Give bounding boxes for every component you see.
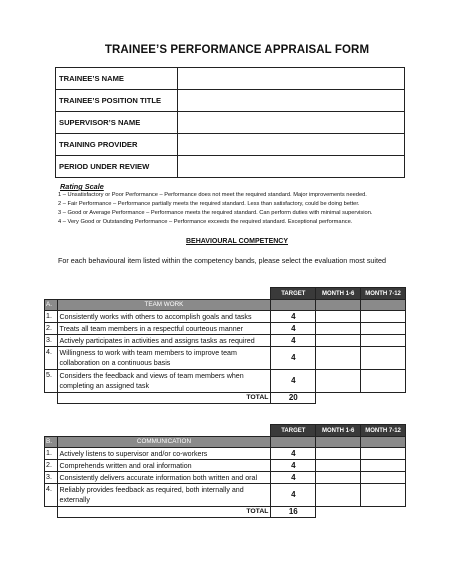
month-7-12-rating-cell[interactable] (361, 472, 406, 484)
item-target: 4 (271, 347, 316, 370)
total-spacer (45, 393, 58, 404)
table-row (45, 448, 406, 460)
month-1-6-rating-cell[interactable] (316, 335, 361, 347)
item-description: Consistently works with others to accomplish goals and tasks (57, 311, 271, 323)
item-number: 2. (45, 460, 58, 472)
item-description: Comprehends written and oral information (57, 460, 271, 472)
header-spacer (45, 288, 271, 300)
month-7-12-rating-cell[interactable] (361, 370, 406, 393)
item-description: Willingness to work with team members to improve team collaboration on a continuous basis (57, 347, 271, 370)
item-target: 4 (271, 323, 316, 335)
total-spacer (361, 507, 406, 518)
trainee-info-table (55, 67, 405, 178)
total-value: 16 (271, 507, 316, 518)
item-target: 4 (271, 484, 316, 507)
month-1-6-rating-cell[interactable] (316, 460, 361, 472)
column-header-row (45, 425, 406, 437)
target-column-header: TARGET (271, 288, 316, 300)
total-spacer (316, 507, 361, 518)
section-header-row (45, 437, 406, 448)
rating-scale-item-4: 4 – Very Good or Outstanding Performance – Performance exceeds the required standard. Exceptional performance. (58, 219, 353, 225)
review-period-field[interactable] (178, 156, 405, 178)
form-title: TRAINEE’S PERFORMANCE APPRAISAL FORM (104, 44, 370, 56)
section-header-cell (271, 300, 316, 311)
item-number: 3. (45, 335, 58, 347)
training-provider-label: TRAINING PROVIDER (56, 134, 178, 156)
total-spacer (316, 393, 361, 404)
total-value: 20 (271, 393, 316, 404)
total-row (45, 507, 406, 518)
section-name: TEAM WORK (57, 300, 271, 311)
info-row (56, 68, 405, 90)
competency-heading: BEHAVIOURAL COMPETENCY (185, 238, 289, 245)
item-number: 4. (45, 484, 58, 507)
total-label: TOTAL (57, 393, 271, 404)
month-1-6-column-header: MONTH 1-6 (316, 425, 361, 437)
month-1-6-rating-cell[interactable] (316, 484, 361, 507)
section-letter: A. (45, 300, 58, 311)
trainee-name-label: TRAINEE’S NAME (56, 68, 178, 90)
section-header-cell (361, 300, 406, 311)
month-7-12-column-header: MONTH 7-12 (361, 425, 406, 437)
month-1-6-rating-cell[interactable] (316, 370, 361, 393)
rating-scale-title: Rating Scale (60, 182, 104, 191)
position-title-field[interactable] (178, 90, 405, 112)
month-1-6-rating-cell[interactable] (316, 448, 361, 460)
item-target: 4 (271, 335, 316, 347)
header-spacer (45, 425, 271, 437)
item-number: 4. (45, 347, 58, 370)
section-header-cell (316, 300, 361, 311)
supervisor-name-label: SUPERVISOR’S NAME (56, 112, 178, 134)
item-target: 4 (271, 460, 316, 472)
month-1-6-column-header: MONTH 1-6 (316, 288, 361, 300)
info-row (56, 112, 405, 134)
item-description: Treats all team members in a respectful courteous manner (57, 323, 271, 335)
item-description: Reliably provides feedback as required, both internally and externally (57, 484, 271, 507)
item-number: 5. (45, 370, 58, 393)
item-target: 4 (271, 311, 316, 323)
month-7-12-rating-cell[interactable] (361, 311, 406, 323)
table-row (45, 460, 406, 472)
section-header-cell (361, 437, 406, 448)
month-7-12-column-header: MONTH 7-12 (361, 288, 406, 300)
item-target: 4 (271, 448, 316, 460)
total-spacer (45, 507, 58, 518)
table-row (45, 323, 406, 335)
item-description: Consistently delivers accurate information both written and oral (57, 472, 271, 484)
total-row (45, 393, 406, 404)
target-column-header: TARGET (271, 425, 316, 437)
rating-scale-item-1: 1 – Unsatisfactory or Poor Performance – Performance does not meet the required standard. Major improvements needed. (58, 192, 367, 198)
item-number: 1. (45, 311, 58, 323)
total-spacer (361, 393, 406, 404)
month-1-6-rating-cell[interactable] (316, 347, 361, 370)
month-7-12-rating-cell[interactable] (361, 460, 406, 472)
item-target: 4 (271, 472, 316, 484)
info-row (56, 134, 405, 156)
table-row (45, 311, 406, 323)
review-period-label: PERIOD UNDER REVIEW (56, 156, 178, 178)
month-7-12-rating-cell[interactable] (361, 335, 406, 347)
position-title-label: TRAINEE’S POSITION TITLE (56, 90, 178, 112)
table-row (45, 484, 406, 507)
item-description: Actively listens to supervisor and/or co-workers (57, 448, 271, 460)
info-row (56, 156, 405, 178)
table-row (45, 335, 406, 347)
item-number: 2. (45, 323, 58, 335)
training-provider-field[interactable] (178, 134, 405, 156)
rating-scale-item-2: 2 – Fair Performance – Performance partially meets the required standard. Less than satisfactory, could be doing better. (58, 201, 360, 207)
item-description: Considers the feedback and views of team members when completing an assigned task (57, 370, 271, 393)
table-row (45, 347, 406, 370)
month-7-12-rating-cell[interactable] (361, 484, 406, 507)
rating-scale-item-3: 3 – Good or Average Performance – Performance meets the required standard. Can perform duties with minimal supervision. (58, 210, 373, 216)
total-label: TOTAL (57, 507, 271, 518)
month-7-12-rating-cell[interactable] (361, 448, 406, 460)
item-description: Actively participates in activities and assigns tasks as required (57, 335, 271, 347)
item-number: 1. (45, 448, 58, 460)
month-1-6-rating-cell[interactable] (316, 472, 361, 484)
section-letter: B. (45, 437, 58, 448)
section-name: COMMUNICATION (57, 437, 271, 448)
table-row (45, 472, 406, 484)
month-1-6-rating-cell[interactable] (316, 311, 361, 323)
section-header-row (45, 300, 406, 311)
competency-instructions: For each behavioural item listed within the competency bands, please select the evaluation most suited (58, 256, 387, 265)
item-target: 4 (271, 370, 316, 393)
month-7-12-rating-cell[interactable] (361, 347, 406, 370)
month-1-6-rating-cell[interactable] (316, 323, 361, 335)
team-work-table (44, 287, 406, 404)
communication-table (44, 424, 406, 518)
table-row (45, 370, 406, 393)
month-7-12-rating-cell[interactable] (361, 323, 406, 335)
section-header-cell (316, 437, 361, 448)
info-row (56, 90, 405, 112)
item-number: 3. (45, 472, 58, 484)
column-header-row (45, 288, 406, 300)
section-header-cell (271, 437, 316, 448)
trainee-name-field[interactable] (178, 68, 405, 90)
supervisor-name-field[interactable] (178, 112, 405, 134)
